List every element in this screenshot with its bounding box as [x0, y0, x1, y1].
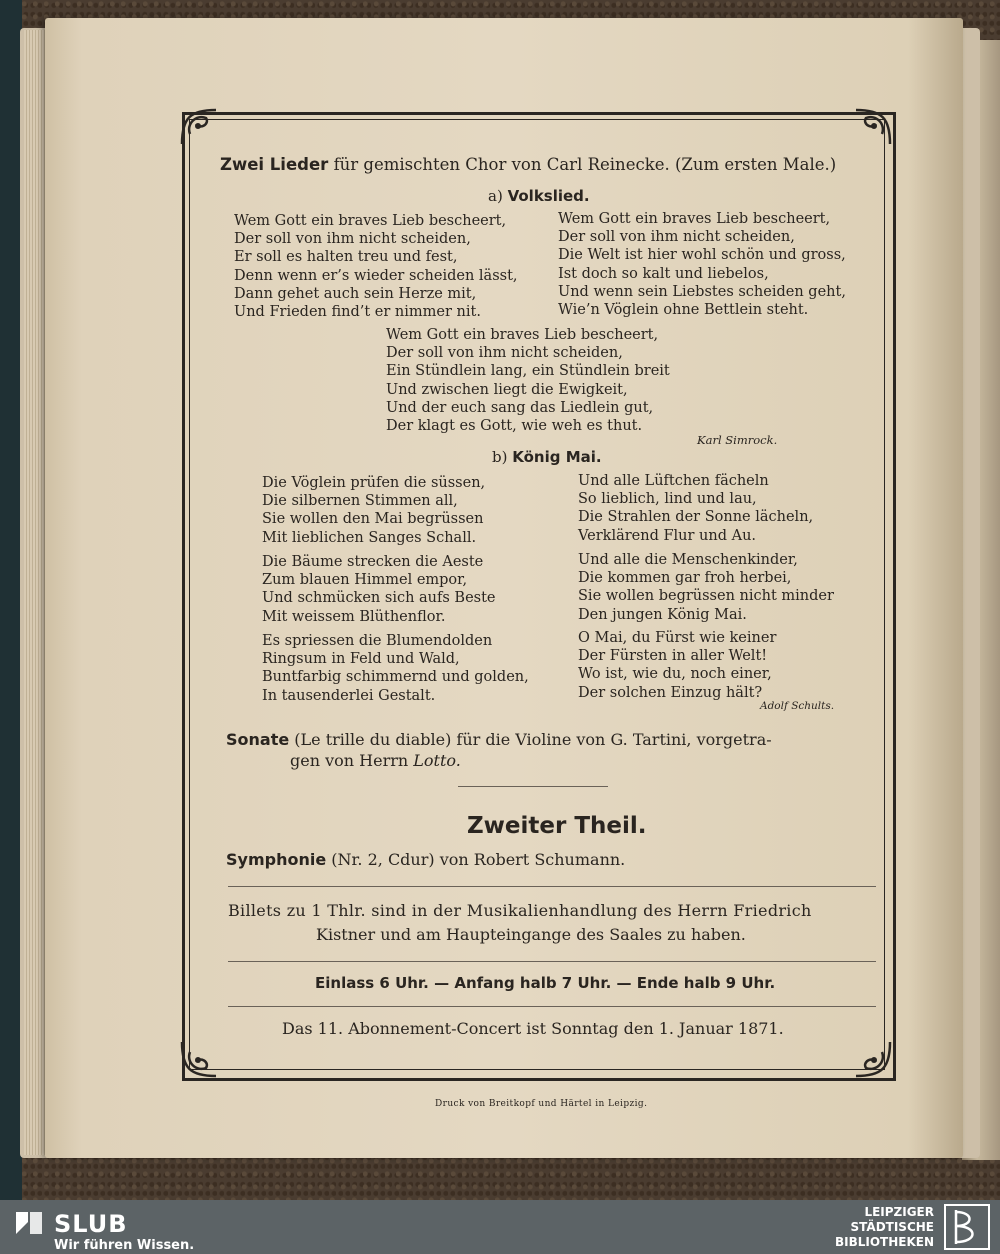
sonate-line-1 — [226, 731, 772, 749]
library-name — [835, 1205, 934, 1250]
poem-line: Der soll von ihm nicht scheiden, — [234, 231, 471, 248]
poem-line: Und Frieden find’t er nimmer nit. — [234, 304, 481, 320]
poem-line: Und zwischen liegt die Ewigkeit, — [386, 381, 628, 398]
poem-line: Verklärend Flur und Au. — [578, 527, 757, 544]
poem-line: Ringsum in Feld und Wald, — [262, 651, 460, 668]
poem-line: So lieblich, lind und lau, — [578, 491, 757, 508]
poem-line: Und wenn sein Liebstes scheiden geht, — [558, 283, 846, 300]
poem-line: Er soll es halten treu und fest, — [234, 249, 458, 266]
poem-line: Wo ist, wie du, noch einer, — [578, 666, 772, 683]
poem-line: Zum blauen Himmel empor, — [262, 572, 468, 589]
sonate-performer: Lotto. — [413, 751, 461, 770]
poem-line: Dann gehet auch sein Herze mit, — [234, 285, 477, 302]
poem-line: Die Welt ist hier wohl schön und gross, — [558, 247, 846, 264]
poem-line: Der klagt es Gott, wie weh es thut. — [386, 418, 643, 434]
song-a-heading — [488, 187, 590, 205]
poem-line: Die silbernen Stimmen all, — [262, 493, 458, 510]
poem-line: Ein Stündlein lang, ein Stündlein breit — [386, 363, 670, 380]
poem-line: O Mai, du Fürst wie keiner — [578, 630, 777, 646]
printer-imprint: Druck von Breitkopf und Härtel in Leipzig. — [435, 1099, 648, 1109]
poem-line: Ist doch so kalt und liebelos, — [558, 265, 769, 282]
poem-line: Und schmücken sich aufs Beste — [262, 590, 496, 607]
poem-line: Es spriessen die Blumendolden — [262, 633, 493, 649]
poem-line: Buntfarbig schimmernd und golden, — [262, 669, 529, 686]
part-two-title: Zweiter Theil. — [467, 813, 647, 839]
poem-line: Sie wollen den Mai begrüssen — [262, 511, 484, 528]
poem-line: Denn wenn er’s wieder scheiden lässt, — [234, 267, 518, 284]
song-a-author: Karl Simrock. — [697, 433, 778, 447]
songs-heading — [220, 156, 836, 174]
divider — [458, 786, 608, 787]
poem-line: Der Fürsten in aller Welt! — [578, 648, 768, 665]
songs-heading-text: für gemischten Chor von Carl Reinecke. (Zum ersten Male.) — [333, 155, 837, 174]
poem-line: In tausenderlei Gestalt. — [262, 687, 436, 704]
poem-line: Sie wollen begrüssen nicht minder — [578, 588, 834, 605]
songs-heading-label: Zwei Lieder — [220, 155, 329, 174]
slub-logo-text: SLUB — [54, 1210, 128, 1238]
song-b-label: b) — [492, 448, 508, 466]
library-logo-icon — [944, 1204, 990, 1250]
library-name-line: LEIPZIGER — [864, 1205, 934, 1219]
poem-line: Wie’n Vöglein ohne Bettlein steht. — [558, 302, 809, 318]
sonate-text: (Le trille du diable) für die Violine von G. Tartini, vorgetra- — [294, 730, 772, 749]
sonate-line-2 — [290, 752, 461, 770]
sonate-label: Sonate — [226, 730, 290, 749]
next-concert-line: Das 11. Abonnement-Concert ist Sonntag den 1. Januar 1871. — [282, 1019, 784, 1038]
song-b-title: König Mai. — [512, 448, 602, 466]
library-name-line: STÄDTISCHE — [850, 1220, 934, 1234]
symphonie-label: Symphonie — [226, 850, 327, 869]
poem-line: Der soll von ihm nicht scheiden, — [558, 229, 795, 246]
poem-line: Und alle die Menschenkinder, — [578, 552, 798, 568]
song-a-label: a) — [488, 187, 503, 205]
poem-line: Mit lieblichen Sanges Schall. — [262, 529, 477, 546]
corner-ornament-icon — [850, 1036, 896, 1082]
poem-line: Die Vöglein prüfen die süssen, — [262, 475, 486, 491]
song-a-title: Volkslied. — [507, 187, 590, 205]
corner-ornament-icon — [176, 104, 222, 150]
times-line: Einlass 6 Uhr. — Anfang halb 7 Uhr. — Ende halb 9 Uhr. — [315, 974, 776, 992]
slub-tagline: Wir führen Wissen. — [54, 1238, 195, 1253]
poem-line: Wem Gott ein braves Lieb bescheert, — [386, 327, 659, 343]
corner-ornament-icon — [850, 104, 896, 150]
poem-line: Mit weissem Blüthenflor. — [262, 608, 446, 625]
tickets-line-2: Kistner und am Haupteingange des Saales zu haben. — [316, 925, 746, 944]
poem-line: Die Strahlen der Sonne lächeln, — [578, 509, 814, 526]
book-spine — [0, 0, 22, 1200]
slub-logo-icon — [14, 1208, 44, 1238]
poem-line: Den jungen König Mai. — [578, 606, 747, 623]
poem-line: Wem Gott ein braves Lieb bescheert, — [234, 213, 507, 229]
divider — [228, 961, 876, 962]
poem-line: Der solchen Einzug hält? — [578, 684, 763, 701]
library-footer — [0, 1200, 1000, 1254]
song-b-heading — [492, 448, 602, 466]
poem-line: Und alle Lüftchen fächeln — [578, 473, 769, 489]
poem-line: Die Bäume strecken die Aeste — [262, 554, 484, 570]
song-b-author: Adolf Schults. — [760, 700, 835, 712]
symphonie-text: (Nr. 2, Cdur) von Robert Schumann. — [331, 850, 626, 869]
library-name-line: BIBLIOTHEKEN — [834, 1235, 934, 1249]
symphonie-line — [226, 851, 625, 869]
divider — [228, 1006, 876, 1007]
poem-line: Die kommen gar froh herbei, — [578, 570, 792, 587]
tickets-line-1: Billets zu 1 Thlr. sind in der Musikalienhandlung des Herrn Friedrich — [228, 901, 812, 920]
divider — [228, 886, 876, 887]
sonate-text-2: gen von Herrn — [290, 751, 409, 770]
corner-ornament-icon — [176, 1036, 222, 1082]
poem-line: Wem Gott ein braves Lieb bescheert, — [558, 211, 831, 227]
poem-line: Der soll von ihm nicht scheiden, — [386, 345, 623, 362]
poem-line: Und der euch sang das Liedlein gut, — [386, 399, 654, 416]
